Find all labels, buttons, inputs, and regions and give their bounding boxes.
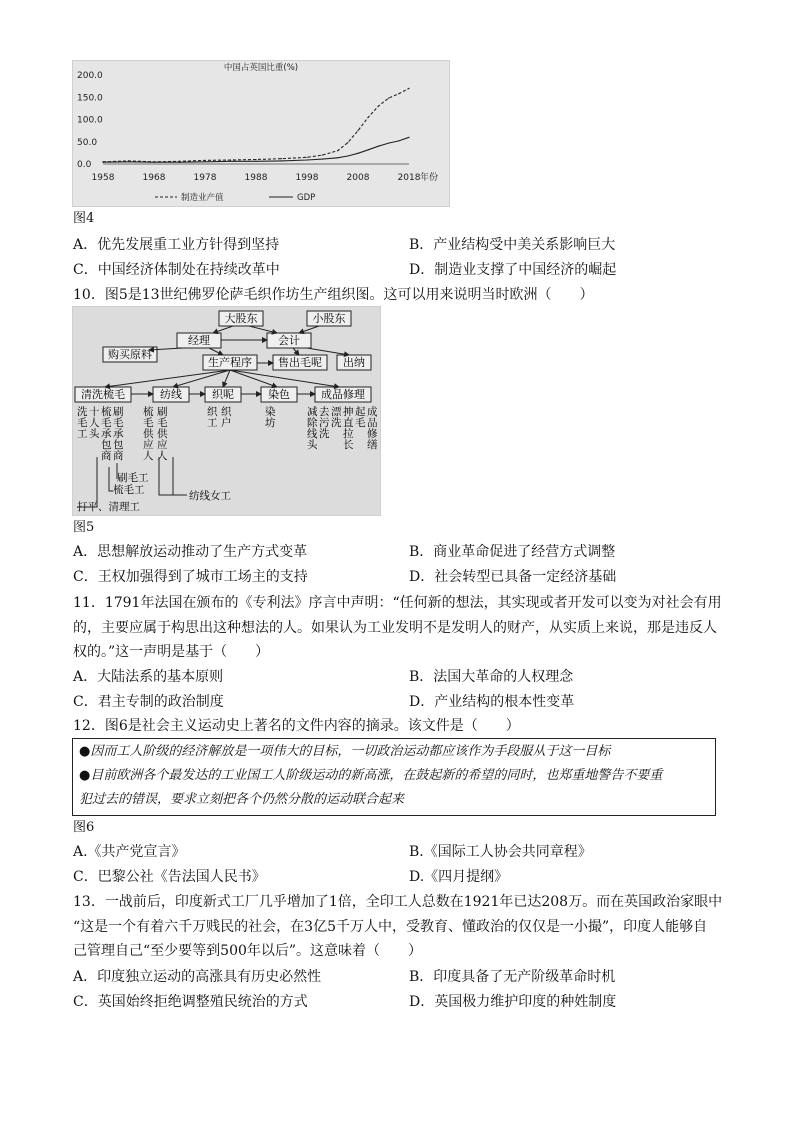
q11-option-c[interactable]: C．君主专制的政治制度 <box>73 694 224 710</box>
sub-column-char: 去 <box>319 406 330 418</box>
sub-column-char: 减 <box>307 406 318 418</box>
sub-column-char: 直 <box>343 417 354 429</box>
data-point <box>408 137 409 138</box>
node-buy-materials <box>103 347 157 362</box>
data-point <box>357 130 358 131</box>
sub-column-char: 污 <box>319 417 330 429</box>
sub-column-char: 长 <box>343 439 354 451</box>
q12-option-c[interactable]: C．巴黎公社《告法国人民书》 <box>73 869 266 885</box>
data-point <box>230 159 231 160</box>
q13-stem-line-1: 13．一战前后，印度新式工厂几乎增加了1倍，全印工人总数在1921年已达208万。而在英国政治家眼中 <box>73 894 723 910</box>
figure-6-label: 图6 <box>73 820 95 835</box>
q13-option-c[interactable]: C．英国始终拒绝调整殖民统治的方式 <box>73 994 308 1010</box>
sub-column-char: 毛 <box>355 417 366 429</box>
data-point <box>337 157 338 158</box>
data-point <box>322 159 323 160</box>
sub-column-char: 线 <box>307 428 318 440</box>
data-point <box>347 142 348 143</box>
y-tick-label: 100.0 <box>77 115 103 126</box>
sub-column-char: 供 <box>157 428 168 440</box>
gdp-ratio-chart <box>73 61 449 206</box>
worker-finisher: 打平、清理工 <box>77 501 140 513</box>
data-point <box>368 149 369 150</box>
x-tick-label: 1998 <box>295 173 319 183</box>
q13-option-a[interactable]: A．印度独立运动的高涨具有历史必然性 <box>73 969 322 985</box>
q11-option-b[interactable]: B．法国大革命的人权理念 <box>409 669 574 685</box>
node-production <box>203 355 257 370</box>
sub-column-char: 品 <box>367 417 378 429</box>
x-tick-label: 1988 <box>244 173 268 183</box>
worker-spinner: 纺线女工 <box>189 490 231 502</box>
q11-stem-line-1: 11．1791年法国在颁布的《专利法》序言中声明：“任何新的想法，其实现或者开发可以变为对社会有用 <box>73 595 722 611</box>
chart-title: 中国占英国比重(%) <box>223 63 299 73</box>
sub-column-char: 承 <box>113 428 124 440</box>
sub-column-char: 梳 <box>143 406 154 418</box>
q11-stem-line-3: 权的。”这一声明是基于（ ） <box>73 644 270 660</box>
data-point <box>368 117 369 118</box>
svg-text:经理: 经理 <box>188 334 210 347</box>
q10-option-d[interactable]: D．社会转型已具备一定经济基础 <box>409 569 617 585</box>
sub-column-char: 头 <box>89 428 100 440</box>
sub-column-char: 十 <box>89 406 100 418</box>
data-point <box>255 161 256 162</box>
y-tick-label: 150.0 <box>77 93 103 104</box>
sub-column-char: 供 <box>143 428 154 440</box>
q10-stem: 10．图5是13世纪佛罗伦萨毛织作坊生产组织图。这可以用来说明当时欧洲（ ） <box>73 287 594 303</box>
sub-column-char: 除 <box>307 417 318 429</box>
figure-6-quote-box <box>72 738 716 816</box>
data-point <box>347 155 348 156</box>
sub-column-char: 毛 <box>77 417 88 429</box>
q13-stem-line-2: “这是一个有着六千万贱民的社会，在3亿5千万人中，受教育、懂政治的仅仅是一小撮”，印度人能够自 <box>73 919 708 935</box>
q9-option-b[interactable]: B．产业结构受中美关系影响巨大 <box>409 237 616 253</box>
svg-text:出纳: 出纳 <box>343 356 365 369</box>
sub-column-char: 梳 <box>101 406 112 418</box>
figure-5-label: 图5 <box>73 520 95 535</box>
data-point <box>378 106 379 107</box>
data-point <box>398 140 399 141</box>
data-point <box>378 146 379 147</box>
q11-option-d[interactable]: D．产业结构的根本性变革 <box>409 694 575 710</box>
data-point <box>388 142 389 143</box>
data-point <box>408 88 409 89</box>
data-point <box>102 162 103 163</box>
x-tick-label: 2008 <box>346 173 370 183</box>
q13-option-b[interactable]: B．印度具备了无产阶级革命时机 <box>409 969 616 985</box>
q11-option-a[interactable]: A．大陆法系的基本原则 <box>73 669 224 685</box>
quote-line-3: 犯过去的错误，要求立刻把各个仍然分散的运动联合起来 <box>79 792 405 807</box>
sub-column-char: 应 <box>143 439 154 451</box>
sub-column-char: 毛 <box>143 417 154 429</box>
data-point <box>255 159 256 160</box>
svg-text:大股东: 大股东 <box>224 312 258 325</box>
svg-text:购买原料: 购买原料 <box>108 348 152 361</box>
worker-brusher: 刷毛工 <box>117 472 149 484</box>
sub-column-char: 工 <box>77 428 88 440</box>
svg-text:成品修理: 成品修理 <box>321 388 365 401</box>
q12-option-d[interactable]: D.《四月提纲》 <box>409 869 509 885</box>
data-point <box>337 150 338 151</box>
y-tick-label: 0.0 <box>77 160 92 170</box>
sub-column-char: 刷 <box>113 406 124 418</box>
q12-option-b[interactable]: B.《国际工人协会共同章程》 <box>409 844 592 860</box>
data-point <box>322 155 323 156</box>
x-tick-label: 1968 <box>142 173 166 183</box>
sub-columns <box>77 405 378 462</box>
svg-text:小股东: 小股东 <box>312 312 346 325</box>
sub-column-char: 洗 <box>331 417 342 429</box>
data-point <box>230 161 231 162</box>
sub-column-char: 坊 <box>265 417 276 429</box>
sub-column-char: 抻 <box>343 406 354 418</box>
data-point <box>204 160 205 161</box>
sub-column-char: 包 <box>101 439 112 451</box>
sub-column-char: 商 <box>101 450 112 462</box>
sub-column-char: 成 <box>367 406 378 418</box>
legend-label-2: GDP <box>297 193 316 203</box>
node-clean-comb <box>75 387 131 402</box>
sub-column-char: 缮 <box>367 439 378 451</box>
figure-4-chart <box>72 60 450 207</box>
svg-text:售出毛呢: 售出毛呢 <box>278 356 322 369</box>
svg-text:生产程序: 生产程序 <box>208 356 252 369</box>
node-spinning <box>153 387 189 402</box>
data-point <box>306 157 307 158</box>
node-sell-wool <box>273 355 327 370</box>
worker-comber: 梳毛工 <box>113 484 145 496</box>
figure-5-diagram <box>72 306 381 516</box>
q9-option-a[interactable]: A．优先发展重工业方针得到坚持 <box>73 237 280 253</box>
sub-column-char: 人 <box>143 450 154 462</box>
sub-column-char: 织 <box>207 406 218 418</box>
q12-stem: 12．图6是社会主义运动史上著名的文件内容的摘录。该文件是（ ） <box>73 718 520 734</box>
quote-line-2: ●目前欧洲各个最发达的工业国工人阶级运动的新高涨，在鼓起新的希望的同时，也郑重地警告不要重 <box>79 768 663 783</box>
q9-option-d[interactable]: D．制造业支撑了中国经济的崛起 <box>409 262 617 278</box>
data-point <box>179 162 180 163</box>
node-manager <box>177 333 221 348</box>
q10-option-a[interactable]: A．思想解放运动推动了生产方式变革 <box>73 544 308 560</box>
x-tick-label: 1958 <box>91 173 115 183</box>
node-big-shareholder <box>219 311 263 326</box>
sub-column-char: 人 <box>89 417 100 429</box>
svg-text:清洗梳毛: 清洗梳毛 <box>81 388 125 401</box>
sub-column-char: 承 <box>101 428 112 440</box>
data-point <box>306 159 307 160</box>
x-tick-label: 2018 <box>397 173 421 183</box>
x-tick-label: 1978 <box>193 173 217 183</box>
sub-column-char: 工 <box>207 417 218 429</box>
figure-4-label: 图4 <box>73 211 95 226</box>
q13-option-d[interactable]: D．英国极力维护印度的种姓制度 <box>409 994 617 1010</box>
series-line-2 <box>103 137 409 162</box>
data-point <box>357 153 358 154</box>
data-point <box>281 158 282 159</box>
node-finishing <box>315 387 371 402</box>
sub-column-char: 洗 <box>319 428 330 440</box>
sub-column-char: 起 <box>355 406 366 418</box>
data-point <box>388 98 389 99</box>
sub-column-char: 人 <box>157 450 168 462</box>
q10-option-b[interactable]: B．商业革命促进了经营方式调整 <box>409 544 616 560</box>
sub-column-char: 刷 <box>157 406 168 418</box>
sub-column-char: 头 <box>307 439 318 451</box>
sub-column-char: 应 <box>157 439 168 451</box>
q12-option-a[interactable]: A.《共产党宣言》 <box>73 844 186 860</box>
y-tick-label: 200.0 <box>77 71 103 81</box>
data-point <box>398 93 399 94</box>
sub-column-char: 毛 <box>101 417 112 429</box>
node-cashier <box>337 355 371 370</box>
sub-column-char: 包 <box>113 439 124 451</box>
series-line-1 <box>103 88 409 161</box>
sub-column-char: 修 <box>367 428 378 440</box>
q11-stem-line-2: 的，主要应属于构思出这种想法的人。如果认为工业发明不是发明人的财产，从实质上来说，那是违反人 <box>73 620 717 636</box>
svg-text:染色: 染色 <box>268 388 290 401</box>
q9-option-c[interactable]: C．中国经济体制处在持续改革中 <box>73 262 280 278</box>
node-small-shareholder <box>307 311 351 326</box>
workshop-org-chart <box>73 307 380 515</box>
node-weaving <box>205 387 241 402</box>
node-accountant <box>267 333 311 348</box>
sub-column-char: 毛 <box>113 417 124 429</box>
legend-label-1: 制造业产值 <box>181 193 224 203</box>
y-tick-label: 50.0 <box>77 137 98 148</box>
sub-column-char: 毛 <box>157 417 168 429</box>
data-point <box>281 160 282 161</box>
data-point <box>204 161 205 162</box>
node-dyeing <box>261 387 297 402</box>
sub-column-char: 洗 <box>77 406 88 418</box>
sub-column-char: 户 <box>221 417 232 429</box>
sub-column-char: 漂 <box>331 406 342 418</box>
sub-column-char: 织 <box>221 406 232 418</box>
q10-option-c[interactable]: C．王权加强得到了城市工场主的支持 <box>73 569 308 585</box>
data-point <box>128 161 129 162</box>
svg-text:纺线: 纺线 <box>160 388 182 401</box>
svg-text:织呢: 织呢 <box>212 388 234 401</box>
q13-stem-line-3: 己管理自己“至少要等到500年以后”。这意味着（ ） <box>73 943 423 959</box>
sub-column-char: 拉 <box>343 428 354 440</box>
x-axis-label: 年份 <box>419 173 439 183</box>
sub-column-char: 商 <box>113 450 124 462</box>
sub-column-char: 染 <box>265 406 276 418</box>
svg-text:会计: 会计 <box>278 334 300 347</box>
quote-line-1: ●因而工人阶级的经济解放是一项伟大的目标，一切政治运动都应该作为手段服从于这一目标 <box>79 744 611 759</box>
data-point <box>153 162 154 163</box>
